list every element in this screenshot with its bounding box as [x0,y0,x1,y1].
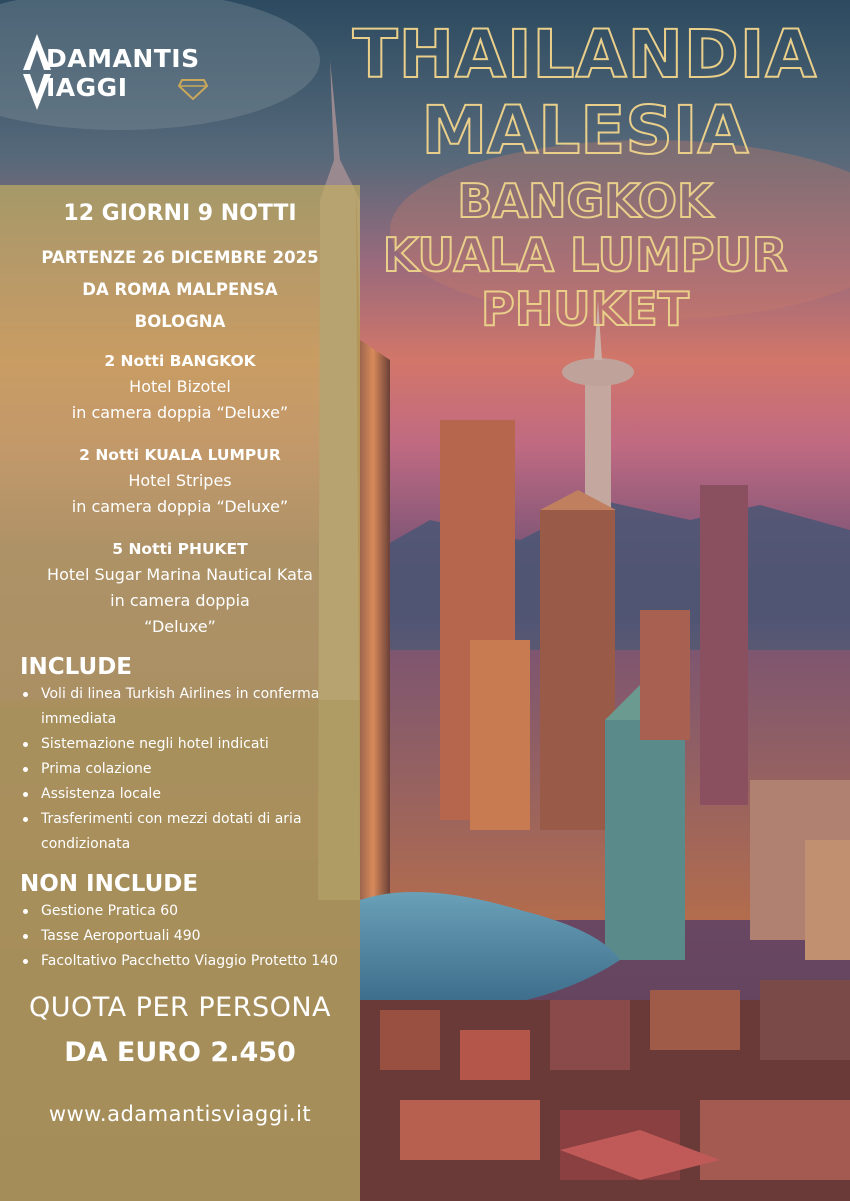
hotel-room-2: “Deluxe” [144,617,216,636]
hotel-room: in camera doppia [110,591,250,610]
trip-departure-info [0,242,360,338]
destinations-title [340,16,830,336]
hotel-name: Hotel Sugar Marina Nautical Kata [47,565,313,584]
website-link[interactable]: www.adamantisviaggi.it [48,1102,312,1126]
hotel-room: in camera doppia “Deluxe” [71,403,289,422]
departure-date: PARTENZE 26 DICEMBRE 2025 [41,248,319,267]
exclude-list [0,899,360,974]
title-malesia: MALESIA [421,92,749,169]
hotel-name: Hotel Stripes [128,471,232,490]
hotel-room: in camera doppia “Deluxe” [71,497,289,516]
title-bangkok: BANGKOK [457,174,713,228]
departure-origin: DA ROMA MALPENSA [82,280,278,299]
logo-line-2: IAGGI [46,73,128,102]
list-item: Assistenza locale [20,782,360,807]
list-item: Facoltativo Pacchetto Viaggio Protetto 140 [20,949,360,974]
hotel-nights: 2 Notti BANGKOK [104,352,256,370]
list-item: Voli di linea Turkish Airlines in conferma immediata [20,682,360,732]
list-item: Tasse Aeroportuali 490 [20,924,360,949]
trip-duration: 12 GIORNI 9 NOTTI [63,201,297,226]
brand-logo[interactable] [18,30,238,115]
include-heading: INCLUDE [20,654,133,680]
list-item: Sistemazione negli hotel indicati [20,732,360,757]
title-thailandia: THAILANDIA [352,16,818,93]
logo-line-1: DAMANTIS [46,44,200,73]
title-phuket: PHUKET [480,282,689,336]
hotel-name: Hotel Bizotel [129,377,231,396]
hotel-kuala-lumpur [0,442,360,520]
exclude-heading: NON INCLUDE [20,871,199,897]
hotel-nights: 2 Notti KUALA LUMPUR [79,446,281,464]
departure-origin-2: BOLOGNA [134,312,226,331]
include-list [0,682,360,857]
list-item: Gestione Pratica 60 [20,899,360,924]
price-value: DA EURO 2.450 [64,1037,296,1068]
hotel-nights: 5 Notti PHUKET [112,540,248,558]
list-item: Prima colazione [20,757,360,782]
info-panel [0,185,360,1126]
hotel-phuket [0,536,360,640]
title-kuala-lumpur: KUALA LUMPUR [382,228,788,282]
price-label: QUOTA PER PERSONA [28,992,332,1023]
hotel-bangkok [0,348,360,426]
list-item: Trasferimenti con mezzi dotati di aria condizionata [20,807,360,857]
diamond-icon [178,78,208,100]
